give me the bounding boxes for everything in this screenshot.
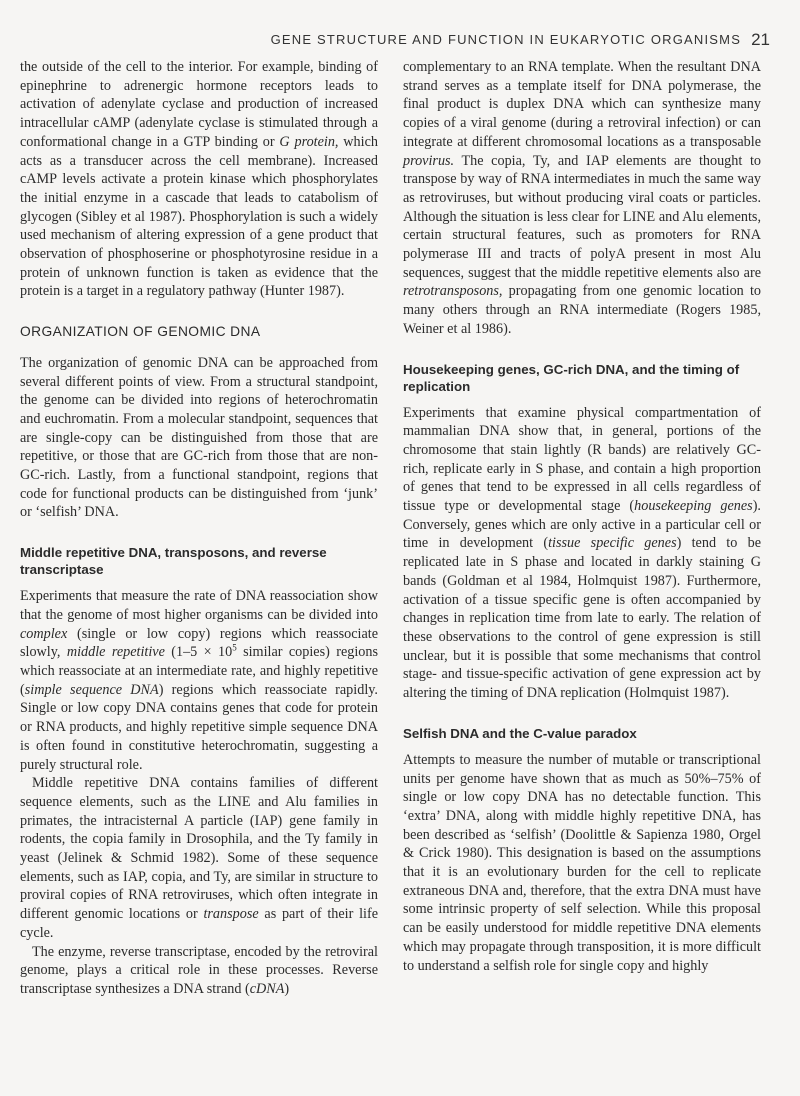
running-header [20, 30, 770, 50]
paragraph: Experiments that examine physical compartmentation of mammalian DNA show that, in general, portions of the chromosome that stain lightly (R bands) are relatively GC-rich, replicate early in S phase, and contain a high proportion of genes that tend to be expressed in all cells regardless of tissue type or developmental stage (housekeeping genes). Conversely, genes which are only active in a particular cell or time in development (tissue specific genes) tend to be replicated late in S phase and located in darkly staining G bands (Goldman et al 1984, Holmquist 1987). Furthermore, activation of a tissue specific gene is often accompanied by changes in replication time from late to early. The relation of these observations to the control of gene expression is still unclear, but it is possible that some mechanisms that control stage- and tissue-specific activation of gene expression act by altering the timing of DNA replication (Holmquist 1987). [403, 404, 762, 702]
right-column [403, 58, 761, 975]
paragraph: the outside of the cell to the interior. For example, binding of epinephrine to adrenergic hormone receptors leads to activation of adenylate cyclase and production of increased intracellular cAMP (adenylate cyclase is stimulated through a conformational change in a GTP binding or G protein, which acts as a transducer across the cell membrane). Increased cAMP levels activate a protein kinase which phosphorylates the initial enzyme in a cascade that leads to catabolism of glycogen (Sibley et al 1987). Phosphorylation is such a widely used mechanism of altering expression of a gene product that observation of phosphoserine or phosphotyrosine residue in a protein of unknown function is taken as evidence that the protein is a target in a regulatory pathway (Hunter 1987). [20, 59, 378, 300]
paragraph: The organization of genomic DNA can be approached from several different points of view. From a structural standpoint, the genome can be divided into regions of heterochromatin and euchromatin. From a molecular standpoint, sequences that are single-copy can be distinguished from those that are repetitive, or those that are GC-rich from those that are non-GC-rich. Lastly, from a functional standpoint, regions that code for functional products can be distinguished from ‘junk’ or ‘selfish’ DNA. [20, 354, 378, 521]
subheading-housekeeping-genes: Housekeeping genes, GC-rich DNA, and the timing of replication [403, 361, 740, 394]
subheading-selfish-dna: Selfish DNA and the C-value paradox [403, 725, 637, 741]
subheading-middle-repetitive: Middle repetitive DNA, transposons, and reverse transcriptase [20, 545, 327, 578]
paragraph: Experiments that measure the rate of DNA reassociation show that the genome of most higher organisms can be divided into complex (single or low copy) regions which reassociate slowly, middle repetitive ($1-5 \times 10^5$ similar copies) regions which reassociate at an intermediate rate, and highly repetitive (simple sequence DNA) regions which reassociate rapidly. Single or low copy DNA contains genes that code for protein or RNA products, and highly repetitive simple sequence DNA is often found in constitutive heterochromatin, suggesting a purely structural role. [20, 588, 378, 773]
paragraph: Middle repetitive DNA contains families of different sequence elements, such as the LINE and Alu families in primates, the intracisternal A particle (IAP) gene family in rodents, the copia family in Drosophila, and the Ty family in yeast (Jelinek & Schmid 1982). Some of these sequence elements, such as IAP, copia, and Ty, are similar in structure to proviral copies of RNA retroviruses, which often integrate in different genomic locations or transpose as part of their life cycle. [20, 775, 378, 941]
running-title: GENE STRUCTURE AND FUNCTION IN EUKARYOTIC ORGANISMS [270, 32, 742, 47]
section-heading-genomic-dna: ORGANIZATION OF GENOMIC DNA [20, 324, 261, 340]
paragraph: The enzyme, reverse transcriptase, encoded by the retroviral genome, plays a critical role in these processes. Reverse transcriptase synthesizes a DNA strand (cDNA) [20, 943, 378, 997]
paragraph: complementary to an RNA template. When the resultant DNA strand serves as a template itself for DNA polymerase, the final product is duplex DNA which can synthesize many copies of a viral genome (during a retroviral infection) or can integrate at different chromosomal locations as a transposable provirus. The copia, Ty, and IAP elements are thought to transpose by way of RNA intermediates in much the same way as retroviruses, but without producing viral coats or particles. Although the situation is less clear for LINE and Alu elements, certain structural features, such as promoters for RNA polymerase III and tracts of polyA present in most Alu sequences, suggest that the middle repetitive elements also are retrotransposons, propagating from one genomic location to many others through an RNA intermediate (Rogers 1985, Weiner et al 1986). [403, 59, 761, 337]
paragraph: Attempts to measure the number of mutable or transcriptional units per genome have shown that as much as 50%–75% of single or low copy DNA has no detectable function. This ‘extra’ DNA, along with middle highly repetitive DNA, has been described as ‘selfish’ (Doolittle & Sapienza 1980, Orgel & Crick 1980). This designation is based on the assumptions that it is an evolutionary burden for the cell to replicate extraneous DNA and, therefore, that the extra DNA must have some intrinsic property of self selection. While this proposal can be easily understood for middle repetitive DNA elements which may propagate through transposition, it is more difficult to understand a selfish role for single copy and highly [403, 751, 761, 974]
left-column [20, 58, 378, 999]
page-number: 21 [751, 30, 770, 49]
